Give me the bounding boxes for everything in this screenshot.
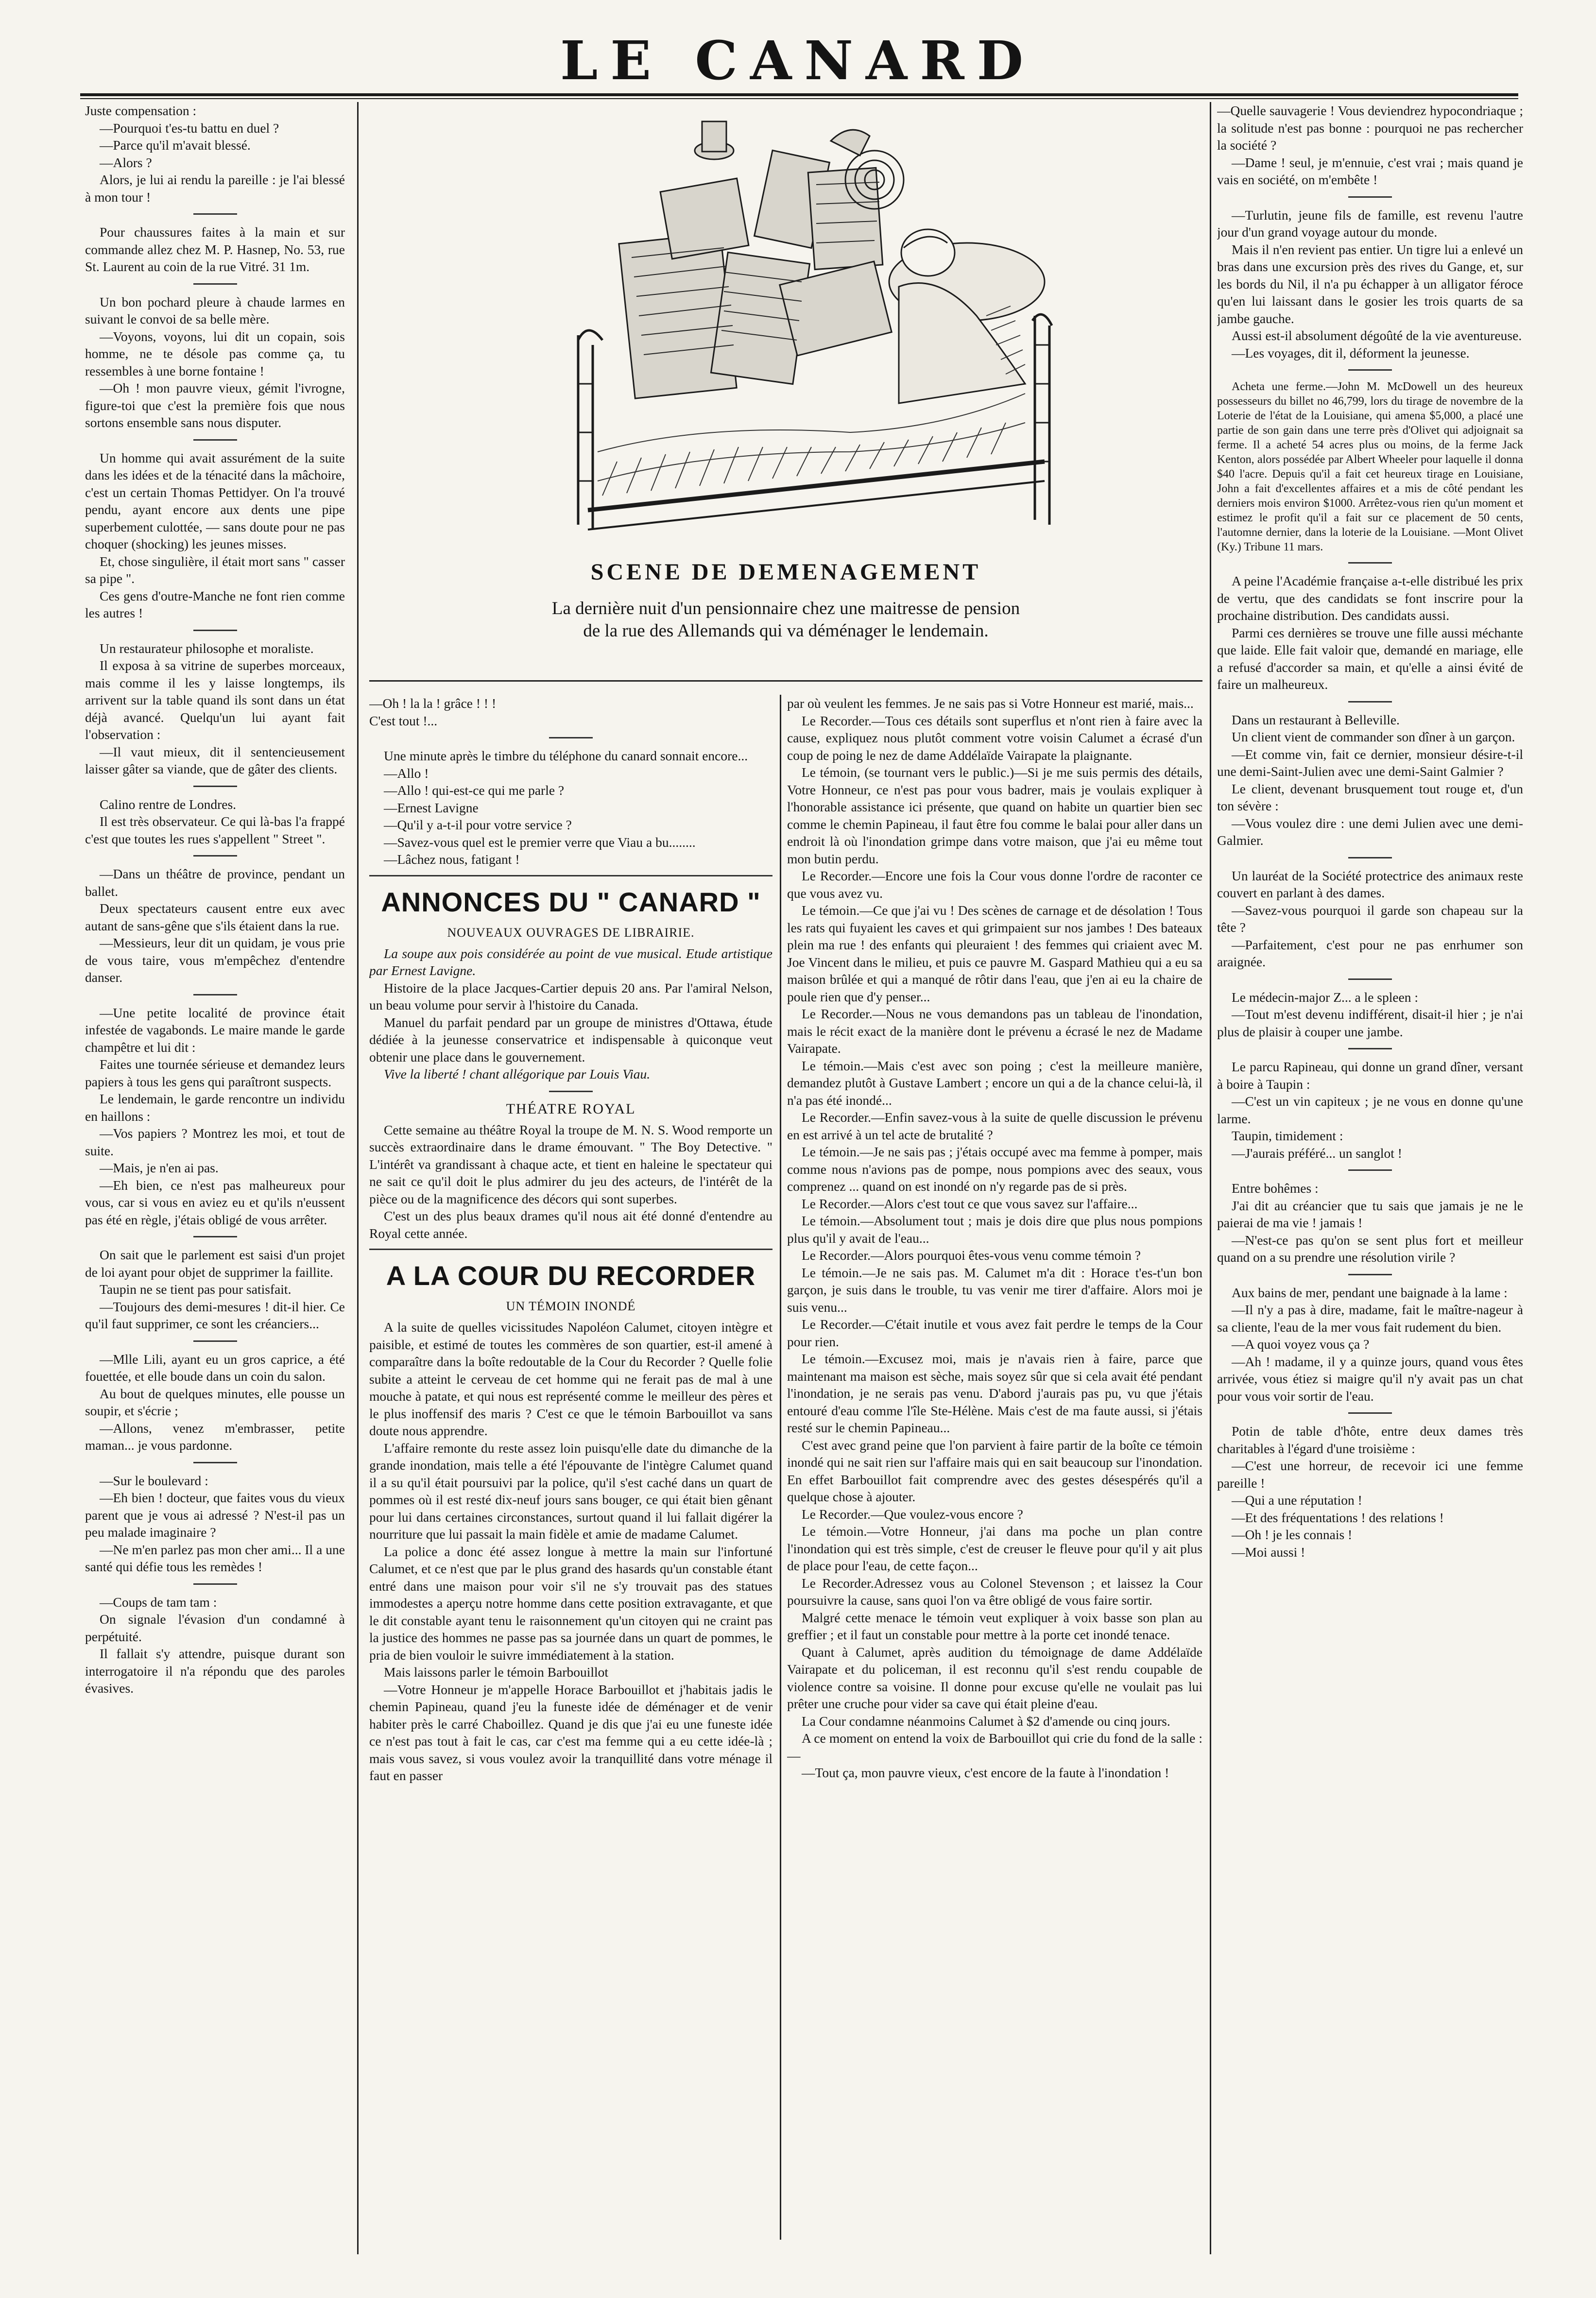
paragraph: Le Recorder.—Encore une fois la Cour vous donne l'ordre de raconter ce que vous avez vu. [787, 868, 1202, 901]
paragraph: —Vous voulez dire : une demi Julien avec une demi-Galmier. [1217, 815, 1523, 848]
separator [1348, 857, 1392, 858]
separator [549, 1091, 593, 1092]
paragraph: —Parce qu'il m'avait blessé. [100, 137, 251, 153]
article [1217, 1284, 1523, 1405]
paragraph: —Et des fréquentations ! des relations ! [1232, 1509, 1444, 1525]
paragraph: —Mais, je n'en ai pas. [100, 1160, 219, 1175]
article [85, 102, 345, 206]
paragraph: —Coups de tam tam : [100, 1594, 217, 1610]
paragraph: Alors, je lui ai rendu la pareille : je l'ai blessé à mon tour ! [85, 172, 345, 205]
article [1217, 711, 1523, 849]
article [369, 945, 772, 1083]
separator [1348, 1169, 1392, 1171]
section-subheading: UN TÉMOIN INONDÉ [506, 1299, 636, 1313]
paragraph: —Dans un théâtre de province, pendant un ballet. [85, 866, 345, 899]
separator [193, 786, 237, 787]
separator [193, 994, 237, 995]
paragraph: Histoire de la place Jacques-Cartier depuis 20 ans. Par l'amiral Nelson, un beau volume pour servir à l'histoire du Canada. [369, 980, 772, 1012]
paragraph: Un lauréat de la Société protectrice des animaux reste couvert en parlant à des dames. [1217, 868, 1523, 900]
paragraph: Le Recorder.—Alors pourquoi êtes-vous venu comme témoin ? [802, 1248, 1141, 1263]
paragraph: —Parfaitement, c'est pour ne pas enrhumer son araignée. [1217, 937, 1523, 969]
paragraph: Le Recorder.—C'était inutile et vous avez fait perdre le temps de la Cour pour rien. [787, 1317, 1202, 1349]
paragraph: Il est très observateur. Ce qui là-bas l'a frappé c'est que toutes les rues s'appellent " Street ". [85, 814, 345, 846]
paragraph: Aux bains de mer, pendant une baignade à la lame : [1232, 1285, 1508, 1300]
paragraph: Un bon pochard pleure à chaude larmes en suivant le convoi de sa belle mère. [85, 294, 345, 326]
paragraph: Ces gens d'outre-Manche ne font rien comme les autres ! [85, 588, 345, 620]
separator [1348, 1048, 1392, 1049]
paragraph: —Eh bien, ce n'est pas malheureux pour vous, car si vous en aviez eu et qu'ils n'eussent pas été en règle, j'étais obligé de vous arrêter. [85, 1177, 345, 1227]
paragraph: L'affaire remonte du reste assez loin puisqu'elle date du dimanche de la grande inondation, mais telle a été l'épouvante de l'intègre Calumet quand il a su qu'il était poursuivi par la police, qu'il s'est caché dans un quart de pommes où il est resté dix-neuf jours sans bouger, ce qui était bien gênant pour lui dans certaines circonstances, surtout quand il lui fallait digérer la nourriture que lui passait la main fidèle et amie de madame Calumet. [369, 1440, 772, 1542]
article [369, 695, 772, 729]
article [85, 449, 345, 622]
paragraph: Il exposa à sa vitrine de superbes morceaux, mais comme il les y laisse longtemps, ils arrivent sur la table quand ils sont dans un état déjà avancé. Quelqu'un lui ayant fait l'observation : [85, 658, 345, 742]
paragraph: —C'est un vin capiteux ; je ne vous en donne qu'une larme. [1217, 1094, 1523, 1126]
paragraph: —J'aurais préféré... un sanglot ! [1232, 1145, 1402, 1161]
separator [193, 1236, 237, 1237]
paragraph: —Oh ! la la ! grâce ! ! ! [369, 696, 497, 711]
column-rule [357, 102, 359, 2254]
column-rule [780, 695, 781, 2240]
paragraph: —Alors ? [100, 154, 152, 170]
separator [193, 855, 237, 857]
paragraph: Le Recorder.Adressez vous au Colonel Stevenson ; et laissez la Cour poursuivre la cause, sans quoi l'on va être obligé de vous faire sortir. [787, 1575, 1202, 1608]
caption-line-1: La dernière nuit d'un pensionnaire chez une maitresse de pension [551, 599, 1020, 618]
paragraph: —Eh bien ! docteur, que faites vous du vieux parent que je vous ai adressé ? N'est-il pas un peu malade imaginaire ? [85, 1490, 345, 1540]
paragraph: —N'est-ce pas qu'on se sent plus fort et meilleur quand on a su prendre une résolution virile ? [1217, 1232, 1523, 1265]
separator [193, 1340, 237, 1342]
masthead: LE CANARD [560, 29, 1036, 92]
paragraph: —Ernest Lavigne [384, 800, 479, 815]
paragraph: —Oh ! mon pauvre vieux, gémit l'ivrogne, figure-toi que c'est la première fois que nous sortons ensemble sans nous disputer. [85, 380, 345, 430]
paragraph: —Allo ! qui-est-ce qui me parle ? [384, 783, 565, 798]
paragraph: On sait que le parlement est saisi d'un projet de loi ayant pour objet de supprimer la faillite. [85, 1247, 345, 1280]
paragraph: —Pourquoi t'es-tu battu en duel ? [100, 120, 279, 136]
paragraph: La soupe aux pois considérée au point de vue musical. Etude artistique par Ernest Lavigne. [369, 945, 772, 978]
paragraph: Quant à Calumet, après audition du témoignage de dame Addélaïde Vairapate et du policeman, il est reconnu qu'il s'est rendu coupable de violence contre sa voisine. Il donne pour excuse qu'elle ne voulait pas lui prêter une cruche pour vider sa cave qui était pleine d'eau. [787, 1644, 1202, 1711]
paragraph: Parmi ces dernières se trouve une fille aussi méchante que laide. Elle fait valoir que, demandé en mariage, elle a refusé d'accorder sa main, et qu'elle a ainsi évité de faire un malheureux. [1217, 625, 1523, 692]
paragraph: —Lâchez nous, fatigant ! [384, 852, 520, 867]
paragraph: Un homme qui avait assurément de la suite dans les idées et de la ténacité dans la mâchoire, c'est un certain Thomas Pettidyer. On l'a trouvé pendu, ayant encore aux dents une pipe superbement culottée, — sans doute pour ne pas choquer (shocking) les jeunes misses. [85, 450, 345, 551]
paragraph: Un client vient de commander son dîner à un garçon. [1232, 729, 1515, 744]
paragraph: —A quoi voyez vous ça ? [1232, 1337, 1370, 1352]
article [85, 1351, 345, 1454]
article [85, 1594, 345, 1697]
separator [193, 1462, 237, 1463]
paragraph: —Mlle Lili, ayant eu un gros caprice, a été fouettée, et elle boude dans un coin du salon. [85, 1351, 345, 1384]
paragraph: A peine l'Académie française a-t-elle distribué les prix de vertu, que des candidats se font inscrire pour la prochaine distribution. Des candidats aussi. [1217, 573, 1523, 623]
paragraph: Mais il n'en revient pas entier. Un tigre lui a enlevé un bras dans une excursion près des rives du Gange, et, sur les bords du Nil, il n'a pu échapper à un alligator féroce qu'en lui laissant dans le gosier les trois quarts de sa jambe gauche. [1217, 241, 1523, 326]
separator [1348, 1274, 1392, 1275]
paragraph: —Qui a une réputation ! [1232, 1492, 1362, 1508]
paragraph: —Et comme vin, fait ce dernier, monsieur désire-t-il une demi-Saint-Julien avec une demi-Saint Galmier ? [1217, 746, 1523, 779]
paragraph: —Les voyages, dit il, déforment la jeunesse. [1232, 345, 1470, 360]
paragraph: Le Recorder.—Que voulez-vous encore ? [802, 1506, 1023, 1522]
paragraph: Le Recorder.—Alors c'est tout ce que vous savez sur l'affaire... [802, 1196, 1138, 1211]
article [787, 695, 1202, 1782]
separator [193, 630, 237, 631]
column-center-left [369, 695, 772, 2240]
caption-line-2: de la rue des Allemands qui va déménager le lendemain. [583, 621, 989, 641]
paragraph: —Turlutin, jeune fils de famille, est revenu l'autre jour d'un grand voyage autour du monde. [1217, 207, 1523, 240]
article [85, 293, 345, 431]
paragraph: Le témoin.—Absolument tout ; mais je dois dire que plus nous pompions plus qu'il y avait de l'eau... [787, 1213, 1202, 1246]
paragraph: Taupin, timidement : [1232, 1128, 1343, 1143]
paragraph: Taupin ne se tient pas pour satisfait. [100, 1282, 292, 1297]
separator [549, 737, 593, 738]
moving-scene-illustration [559, 112, 1074, 549]
masthead-rule-thin [80, 98, 1518, 99]
paragraph: Deux spectateurs causent entre eux avec autant de sans-gêne que s'ils étaient dans la rue. [85, 901, 345, 933]
article [1217, 206, 1523, 362]
paragraph: Le client, devenant brusquement tout rouge et, d'un ton sévère : [1217, 781, 1523, 813]
paragraph: C'est un des plus beaux drames qu'il nous ait été donné d'entendre au Royal cette année. [369, 1208, 772, 1241]
paragraph: —Messieurs, leur dit un quidam, je vous prie de vous taire, vous m'empêchez d'entendre danser. [85, 935, 345, 985]
article [85, 865, 345, 986]
illustration-title: SCENE DE DEMENAGEMENT [590, 559, 981, 585]
paragraph: Le médecin-major Z... a le spleen : [1232, 989, 1419, 1005]
paragraph: Il fallait s'y attendre, puisque durant son interrogatoire il n'a répondu que des paroles évasives. [85, 1646, 345, 1696]
separator [369, 1249, 772, 1250]
paragraph: C'est avec grand peine que l'on parvient à faire partir de la boîte ce témoin inondé qui ne sait rien sur l'affaire mais qui en sait beaucoup sur l'inondation. En effet Barbouillot fait comprendre avec des gestes désespérés qu'il a quelque chose à ajouter. [787, 1437, 1202, 1504]
paragraph: Le témoin.—Excusez moi, mais je n'avais rien à faire, parce que maintenant ma maison est sèche, mais soyez sûr que si cela avait été pendant l'inondation, je ne serais pas venu. D'abord j'aurais pas pu, vu que j'étais entouré d'eau comme l'île Ste-Hélène. Mais c'est de ma faute aussi, si j'étais resté sur le chemin Papineau... [787, 1351, 1202, 1435]
paragraph: A la suite de quelles vicissitudes Napoléon Calumet, citoyen intègre et paisible, et estimé de toutes les commères de son quartier, est-il amené à comparaître dans la boîte redoutable de la Cour du Recorder ? Quelle folie subite a atteint le cerveau de cet homme qui ne ferait pas de mal à une mouche à patate, et qui nous est représenté comme le meilleur des pères et le plus inoffensif des maris ? C'est ce que le témoin Barbouillot va sans doute nous apprendre. [369, 1320, 772, 1438]
paragraph: Le témoin.—Ce que j'ai vu ! Des scènes de carnage et de désolation ! Tous les rats qui fuyaient les caves et qui grimpaient sur nos jambes ! Des bateaux plein ma rue ! des enfants qui pleuraient ! des femmes qui criaient avec M. Joe Vincent dans le milieu, et puis ce pauvre M. Gaspard Mathieu qui a eu sa maison brûlée et qui a manqué de rôtir dans l'eau, que j'en ai eu la chaire de poule rien que d'y penser... [787, 903, 1202, 1004]
paragraph: Potin de table d'hôte, entre deux dames très charitables à l'égard d'une troisième : [1217, 1423, 1523, 1456]
paragraph: Entre bohêmes : [1232, 1181, 1319, 1196]
paragraph: Le Recorder.—Tous ces détails sont superflus et n'ont rien à faire avec la cause, expliquez nous plutôt comment votre voisin Calumet a écrasé d'un coup de poing le nez de dame Addélaïde Vairapate la plaignante. [787, 713, 1202, 763]
article [369, 1121, 772, 1242]
separator [1348, 562, 1392, 564]
column-rule [1210, 102, 1211, 2254]
paragraph: Le Recorder.—Nous ne vous demandons pas un tableau de l'inondation, mais le récit exact de la manière dont le prévenu a écrasé le nez de Madame Vairapate. [787, 1006, 1202, 1056]
column-right [1217, 102, 1523, 2254]
paragraph: —Ne m'en parlez pas mon cher ami... Il a une santé qui défie tous les remèdes ! [85, 1542, 345, 1574]
paragraph: —Voyons, voyons, lui dit un copain, sois homme, ne te désole pas comme ça, tu ressembles à une borne fontaine ! [85, 328, 345, 378]
paragraph: —Quelle sauvagerie ! Vous deviendrez hypocondriaque ; la solitude n'est pas bonne : pourquoi ne pas rechercher la société ? [1217, 103, 1523, 153]
paragraph: —Allo ! [384, 765, 429, 781]
paragraph: Acheta une ferme.—John M. McDowell un des heureux possesseurs du billet no 46,799, lors du tirage de novembre de la Loterie de l'état de la Louisiane, qui amena $5,000, a placé une partie de son gain dans une terre près d'Olivet qui adjoignait sa ferme. Il a acheté 54 acres plus ou moins, de la ferme Jack Kenton, alors possédée par Albert Wheeler pour laquelle il donna $40 l'acre. Depuis qu'il a fait cet heureux tirage en Louisiane, John a fait d'excellentes affaires et a mis de côté pendant les derniers mois environ $1000. Arrêtez-vous rien qu'un moment et estimez le profit qu'il a fait sur ce placement de 50 cents, l'automne dernier, dans la loterie de la Louisiane. —Mont Olivet (Ky.) Tribune 11 mars. [1217, 380, 1523, 553]
paragraph: Malgré cette menace le témoin veut expliquer à voix basse son plan au greffier ; et il faut un constable pour mettre à la porte cet inondé tenace. [787, 1610, 1202, 1642]
section-heading-annonces: ANNONCES DU " CANARD " [381, 886, 761, 917]
separator [1348, 369, 1392, 371]
article [369, 747, 772, 868]
paragraph: J'ai dit au créancier que tu sais que jamais je ne le paierai de ma vie ! jamais ! [1217, 1198, 1523, 1230]
paragraph: —Il n'y a pas à dire, madame, fait le maître-nageur à sa cliente, l'eau de la mer vous fait rudement du bien. [1217, 1302, 1523, 1335]
paragraph: Aussi est-il absolument dégoûté de la vie aventureuse. [1232, 328, 1522, 343]
separator [1348, 701, 1392, 703]
paragraph: Juste compensation : [85, 103, 197, 118]
paragraph: Un restaurateur philosophe et moraliste. [100, 640, 314, 656]
paragraph: —Une petite localité de province était infestée de vagabonds. Le maire mande le garde champêtre et lui dit : [85, 1005, 345, 1055]
paragraph: —Savez-vous quel est le premier verre que Viau a bu........ [384, 834, 696, 850]
paragraph: Le Recorder.—Enfin savez-vous à la suite de quelle discussion le prévenu en est arrivé à un tel acte de brutalité ? [787, 1110, 1202, 1142]
separator [193, 1583, 237, 1585]
article [85, 1004, 345, 1229]
paragraph: Le parcu Rapineau, qui donne un grand dîner, versant à boire à Taupin : [1217, 1059, 1523, 1092]
column-center-right [787, 695, 1202, 2240]
paragraph: La Cour condamne néanmoins Calumet à $2 d'amende ou cinq jours. [802, 1713, 1170, 1729]
paragraph: Et, chose singulière, il était mort sans " casser sa pipe ". [85, 553, 345, 586]
paragraph: Cette semaine au théâtre Royal la troupe de M. N. S. Wood remporte un succès extraordinaire dans le drame émouvant. " The Boy Detective. " L'intérêt va grandissant à chaque acte, et tient en haleine le spectateur qui ne sait ce qu'il doit le plus admirer du jeu des acteurs, de l'intérêt de la pièce ou de la magnificence des décors qui sont superbes. [369, 1122, 772, 1206]
article [1217, 1180, 1523, 1266]
article [1217, 989, 1523, 1041]
separator [1348, 196, 1392, 198]
paragraph: —Savez-vous pourquoi il garde son chapeau sur la tête ? [1217, 902, 1523, 935]
paragraph: —Oh ! je les connais ! [1232, 1527, 1353, 1542]
column-left [85, 102, 345, 2254]
paragraph: —Il vaut mieux, dit il sentencieusement laisser gâter sa viande, que de gâter des clients. [85, 744, 345, 776]
article [369, 1319, 772, 1784]
article [1217, 379, 1523, 554]
article [1217, 572, 1523, 693]
article [1217, 1058, 1523, 1162]
article [85, 223, 345, 275]
paragraph: par où veulent les femmes. Je ne sais pas si Votre Honneur est marié, mais... [787, 696, 1194, 711]
paragraph: —Ah ! madame, il y a quinze jours, quand vous êtes arrivée, vous étiez si maigre qu'il n'y avait pas un chat pour vous voir sortir de l'eau. [1217, 1354, 1523, 1404]
paragraph: Manuel du parfait pendard par un groupe de ministres d'Ottawa, étude dédiée à la jeunesse conservatrice et indispensable à quiconque veut obtenir une place dans le gouvernement. [369, 1014, 772, 1064]
paragraph: —Votre Honneur je m'appelle Horace Barbouillot et j'habitais jadis le chemin Papineau, quand j'eu la funeste idée de déménager et de venir habiter près le carré Chaboillez. Quand je dis que j'ai eu une funeste idée ce n'est pas tout à fait le cas, car c'est ma femme qui a eu cette idée-là ; mais vous savez, si vous voulez avoir la tranquillité dans votre ménage il faut en passer [369, 1681, 772, 1783]
separator [369, 875, 772, 876]
paragraph: —Sur le boulevard : [100, 1473, 208, 1488]
article [85, 1472, 345, 1576]
paragraph: Pour chaussures faites à la main et sur commande allez chez M. P. Hasnep, No. 53, rue St. Laurent au coin de la rue Vitré. 31 1m. [85, 224, 345, 274]
paragraph: Le témoin.—Votre Honneur, j'ai dans ma poche un plan contre l'inondation qui est très simple, c'est de creuser le fleuve pour qu'il y ait plus de place pour l'eau, de cette façon... [787, 1524, 1202, 1573]
paragraph: Le témoin.—Je ne sais pas. M. Calumet m'a dit : Horace t'es-t'un bon garçon, je suis dans le trouble, tu vas venir me tirer d'affaire. Alors moi je suis venu... [787, 1265, 1202, 1315]
paragraph: A ce moment on entend la voix de Barbouillot qui crie du fond de la salle :— [787, 1731, 1202, 1763]
section-heading-theatre: THÉATRE ROYAL [506, 1100, 636, 1117]
paragraph: —Allons, venez m'embrasser, petite maman... je vous pardonne. [85, 1420, 345, 1453]
paragraph: Au bout de quelques minutes, elle pousse un soupir, et s'écrie ; [85, 1386, 345, 1418]
article [85, 796, 345, 848]
paragraph: Mais laissons parler le témoin Barbouillot [384, 1664, 609, 1680]
paragraph: —Vos papiers ? Montrez les moi, et tout de suite. [85, 1126, 345, 1158]
paragraph: —Qu'il y a-t-il pour votre service ? [384, 817, 572, 832]
paragraph: On signale l'évasion d'un condamné à perpétuité. [85, 1612, 345, 1644]
section-heading-recorder: A LA COUR DU RECORDER [386, 1260, 756, 1291]
article [85, 1246, 345, 1333]
paragraph: —Tout ça, mon pauvre vieux, c'est encore de la faute à l'inondation ! [802, 1765, 1169, 1780]
separator [193, 439, 237, 441]
illustration-caption [369, 598, 1202, 642]
article [1217, 102, 1523, 189]
paragraph: —Dame ! seul, je m'ennuie, c'est vrai ; mais quand je vais en société, on m'embête ! [1217, 154, 1523, 187]
paragraph: Calino rentre de Londres. [100, 796, 237, 812]
paragraph: Une minute après le timbre du téléphone du canard sonnait encore... [384, 748, 748, 763]
separator [193, 213, 237, 215]
masthead-rule [80, 93, 1518, 96]
paragraph: Le témoin.—Mais c'est avec son poing ; c'est la meilleure manière, demandez plutôt à Gustave Lambert ; encore un qui a de la chance celui-là, il n'a pas été inondé... [787, 1058, 1202, 1108]
paragraph: Le témoin, (se tournant vers le public.)—Si je me suis permis des détails, Votre Honneur, ce n'est pas pour vous badrer, mais je voulais expliquer à l'honorable assistance ici présente, que quand on habite un quartier bien sec comme le chemin Papineau, il faut être fou comme le balai pour aller dans un endroit là où l'inondation grimpe dans votre maison, que j'ai eu même tout mon butin perdu. [787, 765, 1202, 866]
paragraph: Le lendemain, le garde rencontre un individu en haillons : [85, 1091, 345, 1124]
paragraph: Dans un restaurant à Belleville. [1232, 712, 1400, 727]
separator [193, 283, 237, 285]
paragraph: Faites une tournée sérieuse et demandez leurs papiers à tous les gens qui paraîtront suspects. [85, 1057, 345, 1089]
section-subheading: NOUVEAUX OUVRAGES DE LIBRAIRIE. [447, 925, 695, 940]
paragraph: C'est tout !... [369, 713, 438, 728]
article [85, 640, 345, 778]
separator [1348, 1412, 1392, 1414]
paragraph: —Toujours des demi-mesures ! dit-il hier. Ce qu'il faut supprimer, ce sont les créanciers... [85, 1299, 345, 1331]
paragraph: —Tout m'est devenu indifférent, disait-il hier ; je n'ai plus de plaisir à couper une jambe. [1217, 1007, 1523, 1039]
paragraph: Vive la liberté ! chant allégorique par Louis Viau. [384, 1066, 651, 1081]
article [1217, 867, 1523, 971]
illustration-rule [369, 680, 1202, 682]
separator [1348, 978, 1392, 980]
article [1217, 1423, 1523, 1561]
paragraph: La police a donc été assez longue à mettre la main sur l'infortuné Calumet, et ce n'est que par le plus grand des hasards qu'un constable étant entré dans une maison pour voir s'il ne s'y trouvait pas des statues immodestes a aperçu notre homme dans cette position extravagante, et que le dit constable ayant tenu le raisonnement qu'un citoyen qui ne craint pas la justice des hommes ne passe pas sa journée dans un quart de pommes, le pria de bien vouloir le suivre immédiatement à la station. [369, 1543, 772, 1663]
paragraph: —Moi aussi ! [1232, 1544, 1305, 1560]
paragraph: —C'est une horreur, de recevoir ici une femme pareille ! [1217, 1458, 1523, 1491]
paragraph: Le témoin.—Je ne sais pas ; j'étais occupé avec ma femme à pomper, mais comme nous n'avions pas de pompe, nous pompions avec des seaux, vous comprenez ... quand on est inondé on n'y regarde pas de si près. [787, 1144, 1202, 1194]
